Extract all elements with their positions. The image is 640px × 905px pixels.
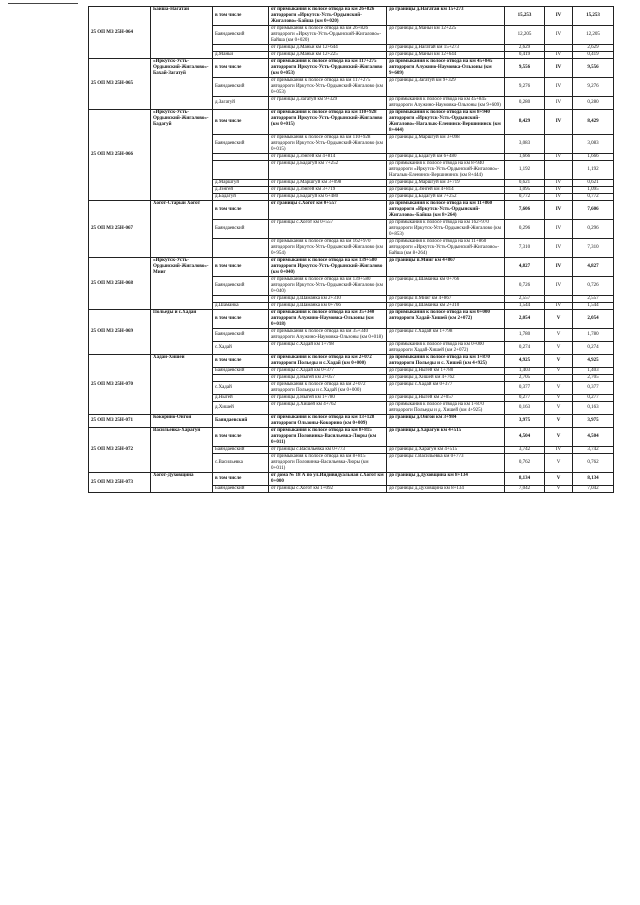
category-cell: V — [545, 415, 573, 428]
length-cell: 3,975 — [505, 415, 545, 428]
start-point-cell: от границы с.Хогот км 0+557 — [269, 201, 387, 220]
end-point-cell: до границы с.Хадай км 0+377 — [387, 382, 505, 395]
road-name: Польеды и с.Хадай — [151, 310, 213, 355]
end-point-cell: до границы д.Маньи км 12+225 — [387, 26, 505, 45]
district-cell: в том числе — [213, 7, 269, 26]
length-cell: 0,726 — [505, 277, 545, 296]
total-cell: 0,274 — [573, 342, 614, 355]
category-cell: V — [545, 473, 573, 486]
length-cell: 7,310 — [505, 239, 545, 258]
start-point-cell: от примыкания к полосе отвода на км 26+826 автодороги «Иркутск-Усть-Ордынский-Жигалово»-Байша (км 0+020) — [269, 7, 387, 26]
length-cell: 4,504 — [505, 428, 545, 447]
table-row — [89, 473, 614, 486]
district-cell: д.Бадагуй — [213, 194, 269, 201]
total-cell: 9,556 — [573, 59, 614, 78]
length-cell: 1,544 — [505, 303, 545, 310]
table-row — [89, 310, 614, 329]
district-cell: д.Маньи — [213, 52, 269, 59]
district-cell: в том числе — [213, 428, 269, 447]
district-cell: Баяндаевский — [213, 220, 269, 239]
category-cell: V — [545, 368, 573, 375]
district-cell: в том числе — [213, 310, 269, 329]
table-row — [89, 415, 614, 428]
start-point-cell: от границы д.Маньи км 12+644 — [269, 45, 387, 52]
table-body — [89, 7, 614, 493]
length-cell: 0,296 — [505, 220, 545, 239]
end-point-cell: до границы д.Маршгуй км 3+098 — [387, 135, 505, 154]
total-cell: 0,277 — [573, 395, 614, 402]
start-point-cell: от примыкания к полосе отвода на км 35+340 автодороги Алужино-Наумовка-Ользоны (км 0+018) — [269, 310, 387, 329]
total-cell: 1,095 — [573, 187, 614, 194]
category-cell: V — [545, 428, 573, 447]
district-cell: Баяндаевский — [213, 415, 269, 428]
start-point-cell: от примыкания к полосе отвода на км 8+815 автодороги Половинка-Васильевка-Люры (км 0+011) — [269, 454, 387, 473]
end-point-cell: до границы д.Харагун км 4+515 — [387, 447, 505, 454]
start-point-cell: от примыкания к полосе отвода на км 35+340 автодороги Алужино-Наумовка-Ользоны (км 0+018) — [269, 329, 387, 342]
total-cell: 0,280 — [573, 97, 614, 110]
road-code: 25 ОП МЗ 25Н-073 — [89, 473, 151, 493]
end-point-cell: до примыкания к полосе отвода на км 11+860 автодороги «Иркутск-Усть-Ордынский-Жигалово»-Байша (км 8+264) — [387, 239, 505, 258]
total-cell: 3,083 — [573, 135, 614, 154]
total-cell: 2,557 — [573, 296, 614, 303]
district-cell: в том числе — [213, 110, 269, 135]
category-cell: IV — [545, 187, 573, 194]
length-cell: 2,629 — [505, 45, 545, 52]
end-point-cell: до границы д.Маньи км 12+644 — [387, 52, 505, 59]
road-code: 25 ОП МЗ 25Н-072 — [89, 428, 151, 473]
district-cell: д.Шаманка — [213, 303, 269, 310]
start-point-cell: от примыкания к полосе отвода на км 110+928 автодороги Иркутск-Усть-Ордынский-Жигалово (км 0+015) — [269, 110, 387, 135]
total-cell: 3,742 — [573, 447, 614, 454]
start-point-cell: от границы с.Хадай км 0+377 — [269, 368, 387, 375]
category-cell — [545, 45, 573, 52]
category-cell: V — [545, 382, 573, 395]
end-point-cell: до примыкания к полосе отвода на км 8+940 автодороги «Иркутск-Усть-Ордынский-Жигалово»-Нагалык-Еленинск-Вершининск (км 8+444) — [387, 110, 505, 135]
category-cell: IV — [545, 180, 573, 187]
district-cell: д.Хишей — [213, 402, 269, 415]
road-code: 25 ОП МЗ 25Н-064 — [89, 7, 151, 59]
total-cell: 8,134 — [573, 473, 614, 486]
category-cell: IV — [545, 277, 573, 296]
category-cell: IV — [545, 110, 573, 135]
length-cell: 2,054 — [505, 310, 545, 329]
category-cell: IV — [545, 220, 573, 239]
start-point-cell: от примыкания к полосе отвода на км 117+275 автодороги Иркутск-Усть-Ордынский-Жигалово (км 0+053) — [269, 78, 387, 97]
end-point-cell: до примыкания к полосе отвода на км 45+845 автодороги Алужино-Наумовка-Ользоны (км 9+609) — [387, 59, 505, 78]
road-code: 25 ОП МЗ 25Н-065 — [89, 59, 151, 110]
table-row — [89, 59, 614, 78]
length-cell: 7,606 — [505, 201, 545, 220]
category-cell — [545, 375, 573, 382]
total-cell: 2,054 — [573, 310, 614, 329]
district-cell — [213, 154, 269, 161]
total-cell: 7,310 — [573, 239, 614, 258]
length-cell: 0,277 — [505, 395, 545, 402]
road-code: 25 ОП МЗ 25Н-066 — [89, 110, 151, 201]
district-cell: в том числе — [213, 59, 269, 78]
road-name: «Иркутск-Усть-Ордынский-Жигалово»-Мииг — [151, 258, 213, 310]
start-point-cell: от границы д.Шаманка км 0+766 — [269, 303, 387, 310]
category-cell: IV — [545, 52, 573, 59]
total-cell: 0,419 — [573, 52, 614, 59]
total-cell: 7,042 — [573, 486, 614, 493]
total-cell: 0,163 — [573, 402, 614, 415]
district-cell: Баяндаевский — [213, 368, 269, 375]
length-cell: 12,205 — [505, 26, 545, 45]
end-point-cell: до границы д.Онгой км 3+984 — [387, 415, 505, 428]
district-cell: в том числе — [213, 201, 269, 220]
total-cell: 1,666 — [573, 154, 614, 161]
district-cell: с.Хадай — [213, 382, 269, 395]
district-cell — [213, 161, 269, 180]
end-point-cell: до границы д.Духовщина км 8+134 — [387, 473, 505, 486]
district-cell — [213, 296, 269, 303]
category-cell: V — [545, 486, 573, 493]
start-point-cell: от примыкания к полосе отвода на км 110+928 автодороги Иркутск-Усть-Ордынский-Жигалово (км 0+015) — [269, 135, 387, 154]
header-rule — [8, 3, 78, 4]
length-cell: 0,419 — [505, 52, 545, 59]
end-point-cell: до примыкания к полосе отвода на км 0+000 автодороги Хадай-Хишей (км 2+072) — [387, 342, 505, 355]
table-row — [89, 428, 614, 447]
district-cell: в том числе — [213, 473, 269, 486]
end-point-cell: до примыкания к полосе отвода на км 45+845 автодороги Алужино-Наумовка-Ользоны (км 9+609) — [387, 97, 505, 110]
category-cell: IV — [545, 239, 573, 258]
length-cell: 1,403 — [505, 368, 545, 375]
district-cell: с.Хадай — [213, 342, 269, 355]
length-cell: 4,925 — [505, 355, 545, 368]
end-point-cell: до границы д.Духовщина км 8+134 — [387, 486, 505, 493]
start-point-cell: от примыкания к полосе отвода на км 2+072 автодороги Польеды и с.Хадай (км 0+000) — [269, 382, 387, 395]
district-cell: Баяндаевский — [213, 329, 269, 342]
road-name: Хогот-Духовщина — [151, 473, 213, 493]
total-cell: 8,429 — [573, 110, 614, 135]
start-point-cell: от примыкания к полосе отвода на км 139+580 автодороги Иркутск-Усть-Ордынский-Жигалово (км 0+040) — [269, 277, 387, 296]
category-cell: IV — [545, 258, 573, 277]
road-code: 25 ОП МЗ 25Н-070 — [89, 355, 151, 415]
total-cell: 15,253 — [573, 7, 614, 26]
start-point-cell: от границы д.Хишей км 4+762 — [269, 402, 387, 415]
start-point-cell: от примыкания к полосе отвода на км 117+275 автодороги Иркутск-Усть-Ордынский-Жигалово (км 0+053) — [269, 59, 387, 78]
end-point-cell: до границы д.Бадагуй км 7+252 — [387, 194, 505, 201]
district-cell: с.Васильевка — [213, 454, 269, 473]
start-point-cell: от примыкания к полосе отвода на км 2+072 автодороги Польеды и с.Хадай (км 0+000) — [269, 355, 387, 368]
total-cell: 0,726 — [573, 277, 614, 296]
category-cell: IV — [545, 447, 573, 454]
length-cell: 0,377 — [505, 382, 545, 395]
total-cell: 1,403 — [573, 368, 614, 375]
district-cell — [213, 45, 269, 52]
total-cell: 4,827 — [573, 258, 614, 277]
district-cell: д.Зэнгей — [213, 187, 269, 194]
end-point-cell: до границы д.Харагун км 4+515 — [387, 428, 505, 447]
length-cell: 3,083 — [505, 135, 545, 154]
road-name: Хогот-Старый Хогот — [151, 201, 213, 258]
total-cell: 1,780 — [573, 329, 614, 342]
length-cell: 0,280 — [505, 97, 545, 110]
road-code: 25 ОП МЗ 25Н-068 — [89, 258, 151, 310]
end-point-cell: до границы д.Шаманка км 2+310 — [387, 303, 505, 310]
district-cell: Баяндаевский — [213, 486, 269, 493]
district-cell: д.Маршгуй — [213, 180, 269, 187]
district-cell: д.Ныгей — [213, 395, 269, 402]
total-cell: 7,606 — [573, 201, 614, 220]
total-cell: 3,975 — [573, 415, 614, 428]
start-point-cell: от границы д.Маньи км 12+225 — [269, 52, 387, 59]
start-point-cell: от границы с.Хадай км 1+798 — [269, 342, 387, 355]
table-row — [89, 7, 614, 26]
total-cell: 0,772 — [573, 194, 614, 201]
district-cell: в том числе — [213, 258, 269, 277]
start-point-cell: от дома № 18 А по ул.Индивидуальная с.Хогот км 0+000 — [269, 473, 387, 486]
district-cell: Баяндаевский — [213, 78, 269, 97]
table-row — [89, 110, 614, 135]
length-cell: 7,042 — [505, 486, 545, 493]
category-cell: IV — [545, 26, 573, 45]
category-cell: IV — [545, 194, 573, 201]
end-point-cell: до границы д.Загатуй км 9+329 — [387, 78, 505, 97]
table-row — [89, 201, 614, 220]
length-cell: 0,274 — [505, 342, 545, 355]
category-cell: IV — [545, 303, 573, 310]
category-cell: V — [545, 395, 573, 402]
end-point-cell: до границы с.Хадай км 1+798 — [387, 329, 505, 342]
end-point-cell: до границы д.Шаманка км 0+766 — [387, 277, 505, 296]
category-cell: V — [545, 454, 573, 473]
end-point-cell: до примыкания к полосе отвода на км 0+000 автодороги Хадай-Хишей (км 2+072) — [387, 310, 505, 329]
end-point-cell: до границы д.Нагатай км 15+273 — [387, 7, 505, 26]
end-point-cell: до границы д.Хишей км 4+762 — [387, 375, 505, 382]
total-cell: 1,544 — [573, 303, 614, 310]
start-point-cell: от границы д.Ныгей км 2+057 — [269, 375, 387, 382]
start-point-cell: от примыкания к полосе отвода на км 26+826 автодороги «Иркутск-Усть-Ордынский-Жигалово»-Байша (км 0+020) — [269, 26, 387, 45]
length-cell: 0,621 — [505, 180, 545, 187]
length-cell: 1,780 — [505, 329, 545, 342]
start-point-cell: от границы д.Зэнгей км 4+814 — [269, 154, 387, 161]
length-cell: 1,666 — [505, 154, 545, 161]
end-point-cell: до примыкания к полосе отвода на км 162+970 автодороги Иркутск-Усть-Ордынский-Жигалово (км 0+853) — [387, 220, 505, 239]
total-cell: 9,276 — [573, 78, 614, 97]
length-cell: 9,276 — [505, 78, 545, 97]
total-cell: 1,192 — [573, 161, 614, 180]
category-cell — [545, 135, 573, 154]
start-point-cell: от примыкания к полосе отвода на км 162+970 автодороги Иркутск-Усть-Ордынский-Жигалово (км 0+954) — [269, 239, 387, 258]
category-cell: V — [545, 355, 573, 368]
end-point-cell: до границы д.Ныгей км 2+057 — [387, 395, 505, 402]
district-cell — [213, 375, 269, 382]
length-cell: 15,253 — [505, 7, 545, 26]
road-name: Кокорино-Онгой — [151, 415, 213, 428]
total-cell: 2,705 — [573, 375, 614, 382]
total-cell: 4,925 — [573, 355, 614, 368]
category-cell — [545, 161, 573, 180]
length-cell: 8,429 — [505, 110, 545, 135]
start-point-cell: от границы с.Васильевка км 0+773 — [269, 447, 387, 454]
start-point-cell: от границы с.Хогот км 1+092 — [269, 486, 387, 493]
road-code: 25 ОП МЗ 25Н-067 — [89, 201, 151, 258]
end-point-cell: до границы д.Бадагуй км 6+480 — [387, 154, 505, 161]
end-point-cell: до границы п.Мииг км 4+867 — [387, 296, 505, 303]
start-point-cell: от границы д.Зэнгей км 3+719 — [269, 187, 387, 194]
end-point-cell: до примыкания к полосе отвода на км 1+870 автодороги Польеды и с. Хишей (км 4+925) — [387, 355, 505, 368]
start-point-cell: от границы д.Загатуй км 9+329 — [269, 97, 387, 110]
end-point-cell: до границы д.Маршгуй км 3+719 — [387, 180, 505, 187]
category-cell: IV — [545, 7, 573, 26]
table-row — [89, 258, 614, 277]
category-cell: IV — [545, 59, 573, 78]
length-cell: 3,742 — [505, 447, 545, 454]
end-point-cell: до границы п.Мииг км 4+867 — [387, 258, 505, 277]
start-point-cell: от примыкания к полосе отвода на км 13+128 автодороги Ользоны-Кокорино (км 0+009) — [269, 415, 387, 428]
category-cell: IV — [545, 97, 573, 110]
start-point-cell: от границы д.Бадагуй км 6+480 — [269, 194, 387, 201]
category-cell: V — [545, 402, 573, 415]
length-cell: 8,134 — [505, 473, 545, 486]
end-point-cell: до примыкания к полосе отвода на км 8+940 автодороги «Иркутск-Усть-Ордынский-Жигалово»-Нагалык-Еленинск-Вершининск (км 8+444) — [387, 161, 505, 180]
road-name: «Иркутск-Усть-Ордынский-Жигалово»-Бахай-Загатуй — [151, 59, 213, 110]
road-code: 25 ОП МЗ 25Н-069 — [89, 310, 151, 355]
start-point-cell: от границы д.Шаманка км 2+310 — [269, 296, 387, 303]
category-cell: IV — [545, 201, 573, 220]
district-cell — [213, 239, 269, 258]
total-cell: 0,621 — [573, 180, 614, 187]
category-cell: V — [545, 310, 573, 329]
end-point-cell: до примыкания к полосе отвода на км 1+870 автодороги Польеды и д. Хишей (км 4+925) — [387, 402, 505, 415]
length-cell: 9,556 — [505, 59, 545, 78]
total-cell: 2,629 — [573, 45, 614, 52]
district-cell: в том числе — [213, 355, 269, 368]
start-point-cell: от границы д.Маршгуй км 3+098 — [269, 180, 387, 187]
start-point-cell: от примыкания к полосе отвода на км 139+580 автодороги Иркутск-Усть-Ордынский-Жигалово (км 0+040) — [269, 258, 387, 277]
district-cell: Баяндаевский — [213, 135, 269, 154]
road-registry-table — [88, 6, 613, 493]
road-name: Хадай-Хишей — [151, 355, 213, 415]
total-cell: 0,377 — [573, 382, 614, 395]
table-row — [89, 355, 614, 368]
start-point-cell: от границы д.Бадагуй км 7+252 — [269, 161, 387, 180]
total-cell: 0,762 — [573, 454, 614, 473]
length-cell: 1,095 — [505, 187, 545, 194]
start-point-cell: от границы с.Хогот км 0+557 — [269, 220, 387, 239]
total-cell: 12,205 — [573, 26, 614, 45]
end-point-cell: до границы д.Нагатай км 15+273 — [387, 45, 505, 52]
category-cell: V — [545, 329, 573, 342]
district-cell: д.Загатуй — [213, 97, 269, 110]
category-cell: V — [545, 342, 573, 355]
category-cell: IV — [545, 78, 573, 97]
start-point-cell: от примыкания к полосе отвода на км 8+815 автодороги Половинка-Васильевка-Люры (км 0+011) — [269, 428, 387, 447]
length-cell: 4,827 — [505, 258, 545, 277]
road-code: 25 ОП МЗ 25Н-071 — [89, 415, 151, 428]
road-name: Байша-Нагатай — [151, 7, 213, 59]
length-cell: 0,762 — [505, 454, 545, 473]
district-cell: Баяндаевский — [213, 277, 269, 296]
road-name: «Иркутск-Усть-Ордынский-Жигалово»-Бадагуй — [151, 110, 213, 201]
total-cell: 4,504 — [573, 428, 614, 447]
length-cell: 2,705 — [505, 375, 545, 382]
end-point-cell: до границы д.Ныгей км 1+780 — [387, 368, 505, 375]
length-cell: 0,163 — [505, 402, 545, 415]
end-point-cell: до границы с.Васильевка км 0+773 — [387, 454, 505, 473]
length-cell: 0,772 — [505, 194, 545, 201]
category-cell: IV — [545, 154, 573, 161]
district-cell: Баяндаевский — [213, 447, 269, 454]
length-cell: 2,557 — [505, 296, 545, 303]
district-cell: Баяндаевский — [213, 26, 269, 45]
road-name: Васильевка-Харагун — [151, 428, 213, 473]
end-point-cell: до примыкания к полосе отвода на км 11+860 автодороги «Иркутск-Усть-Ордынский-Жигалово»-Байша (км 8+264) — [387, 201, 505, 220]
end-point-cell: до границы д.Зэнгей км 4+814 — [387, 187, 505, 194]
category-cell — [545, 296, 573, 303]
total-cell: 0,296 — [573, 220, 614, 239]
length-cell: 1,192 — [505, 161, 545, 180]
start-point-cell: от границы д.Ныгей км 1+780 — [269, 395, 387, 402]
